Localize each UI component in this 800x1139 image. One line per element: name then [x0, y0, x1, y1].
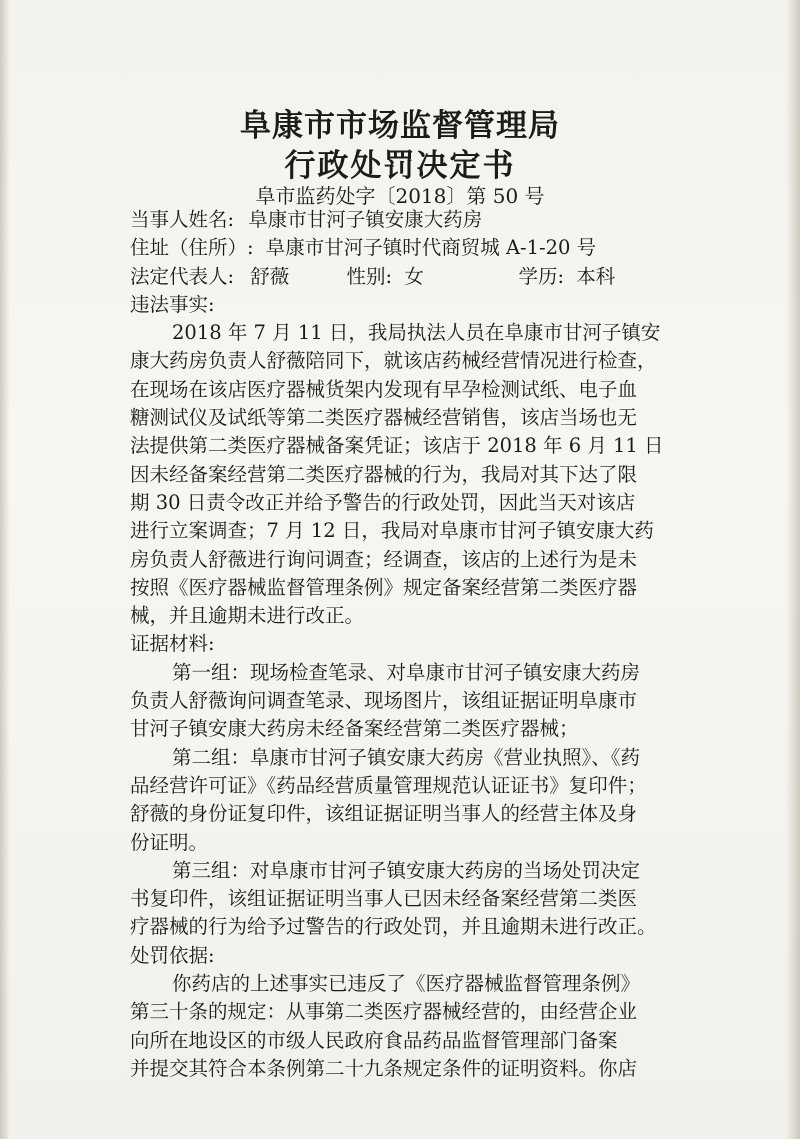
evidence-line: 甘河子镇安康大药房未经备案经营第二类医疗器械；	[130, 717, 579, 741]
facts-line: 房负责人舒薇进行询问调查；经调查，该店的上述行为是未	[130, 547, 638, 571]
evidence-line: 舒薇的身份证复印件，该组证据证明当事人的经营主体及身	[130, 802, 638, 826]
party-name-label: 当事人姓名:	[130, 208, 235, 231]
facts-line: 按照《医疗器械监督管理条例》规定备案经营第二类医疗器	[130, 575, 638, 599]
party-address-row	[130, 234, 700, 262]
facts-heading: 违法事实:	[130, 292, 215, 316]
evidence-line: 第二组：阜康市甘河子镇安康大药房《营业执照》、《药	[172, 745, 641, 769]
education-label: 学历:	[518, 264, 565, 288]
evidence-line: 负责人舒薇询问调查笔录、现场图片，该组证据证明阜康市	[130, 689, 638, 713]
facts-paragraph	[130, 319, 700, 630]
facts-line: 在现场在该店医疗器械货架内发现有早孕检测试纸、电子血	[130, 377, 638, 401]
evidence-line: 第三组：对阜康市甘河子镇安康大药房的当场处罚决定	[172, 858, 641, 882]
gender-value: 女	[404, 264, 424, 288]
basis-paragraph	[130, 970, 700, 1083]
facts-line: 械，并且逾期未进行改正。	[130, 604, 365, 628]
facts-line: 期 30 日责令改正并给予警告的行政处罚，因此当天对该店	[130, 490, 636, 514]
legal-rep-name: 舒薇	[250, 264, 290, 288]
gender-label: 性别:	[346, 264, 393, 288]
document-body	[130, 206, 700, 1083]
basis-heading: 处罚依据:	[130, 943, 215, 967]
basis-line: 向所在地设区的市级人民政府食品药品监督管理部门备案	[130, 1028, 618, 1052]
party-name-row	[130, 206, 700, 234]
facts-line: 法提供第二类医疗器械备案凭证；该店于 2018 年 6 月 11 日	[130, 434, 664, 458]
basis-line: 第三十条的规定：从事第二类医疗器械经营的，由经营企业	[130, 1000, 638, 1024]
legal-rep-row	[130, 263, 700, 291]
party-address: 阜康市甘河子镇时代商贸城 A-1-20 号	[265, 236, 597, 260]
evidence-group-1	[130, 659, 700, 744]
party-name: 阜康市甘河子镇安康大药房	[248, 208, 483, 231]
facts-line: 因未经备案经营第二类医疗器械的行为，我局对其下达了限	[130, 462, 638, 486]
document-title: 行政处罚决定书	[284, 148, 516, 184]
evidence-group-2	[130, 744, 700, 857]
facts-line: 糖测试仪及试纸等第二类医疗器械经营销售，该店当场也无	[130, 406, 638, 430]
evidence-heading: 证据材料:	[130, 632, 215, 656]
evidence-line: 书复印件，该组证据证明当事人已因未经备案经营第二类医	[130, 887, 638, 911]
evidence-group-3	[130, 857, 700, 942]
facts-line: 进行立案调查；7 月 12 日，我局对阜康市甘河子镇安康大药	[130, 519, 654, 543]
evidence-line: 第一组：现场检查笔录、对阜康市甘河子镇安康大药房	[172, 660, 641, 684]
evidence-line: 品经营许可证》《药品经营质量管理规范认证证书》复印件；	[130, 773, 647, 797]
facts-line: 2018 年 7 月 11 日，我局执法人员在阜康市甘河子镇安	[172, 321, 661, 345]
evidence-line: 疗器械的行为给予过警告的行政处罚，并且逾期未进行改正。	[130, 915, 657, 939]
evidence-line: 份证明。	[130, 830, 209, 854]
party-address-label: 住址（住所）:	[130, 236, 254, 260]
document-number: 阜市监药处字〔2018〕第 50 号	[255, 184, 545, 208]
legal-rep-label: 法定代表人:	[130, 264, 235, 288]
education-value: 本科	[576, 264, 616, 288]
basis-line: 并提交其符合本条例第二十九条规定条件的证明资料。你店	[130, 1056, 638, 1080]
basis-line: 你药店的上述事实已违反了《医疗器械监督管理条例》	[172, 972, 641, 996]
facts-line: 康大药房负责人舒薇陪同下，就该店药械经营情况进行检查，	[130, 349, 657, 373]
agency-title: 阜康市市场监督管理局	[240, 108, 560, 144]
